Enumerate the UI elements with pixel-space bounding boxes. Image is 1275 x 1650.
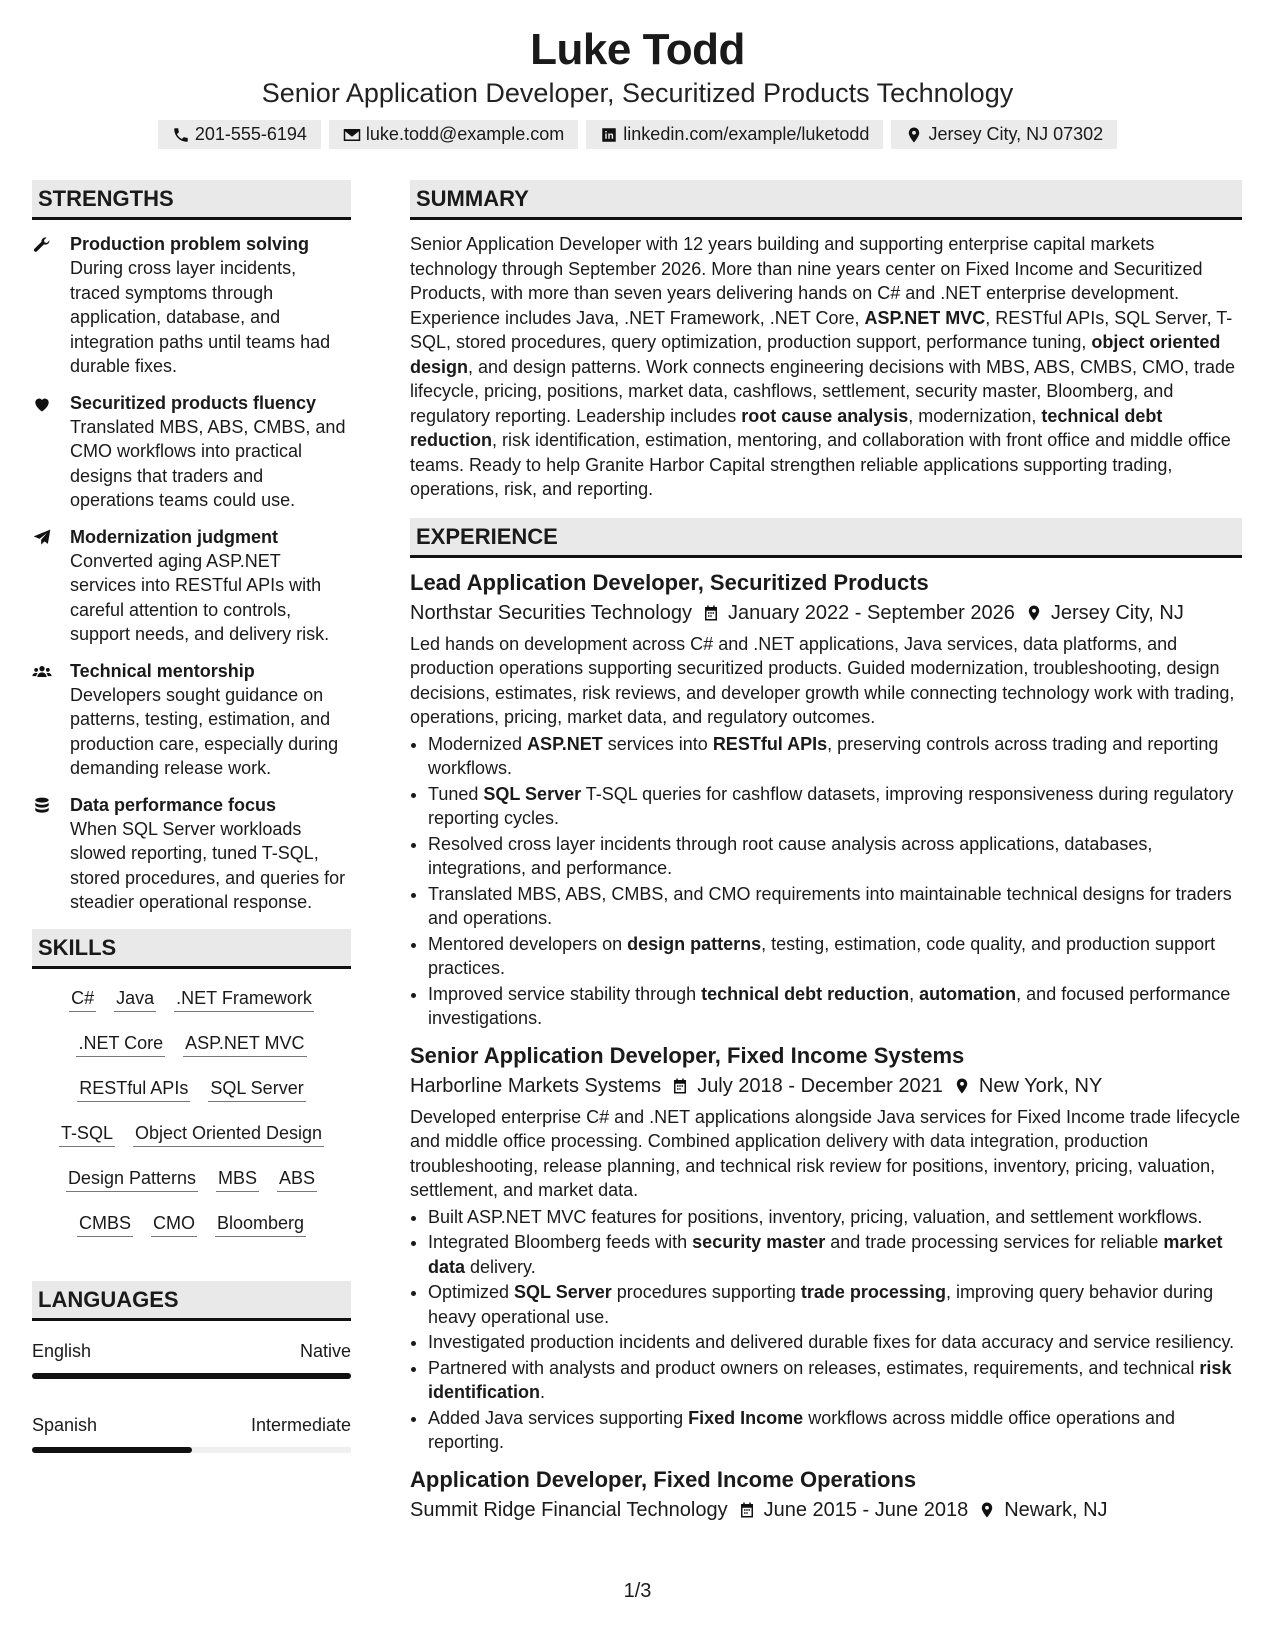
bold-phrase: SQL Server xyxy=(483,783,582,804)
job-meta xyxy=(410,598,1242,628)
right-column xyxy=(410,180,1242,1529)
bold-phrase: technical debt reduction xyxy=(410,405,1163,450)
strength-desc: Translated MBS, ABS, CMBS, and CMO workflows into practical designs that traders and operations teams could use. xyxy=(70,416,346,510)
location-text: Jersey City, NJ 07302 xyxy=(928,124,1104,144)
strength-item xyxy=(32,232,351,379)
calendar-icon xyxy=(702,604,720,622)
strength-desc: During cross layer incidents, traced symptoms through application, database, and integration paths until teams had durable fixes. xyxy=(70,258,331,376)
text-run: , and focused performance investigations. xyxy=(428,983,1231,1028)
bold-phrase: ASP.NET xyxy=(527,733,603,754)
database-icon xyxy=(32,796,52,816)
job-dates xyxy=(702,598,1015,628)
job-bullet xyxy=(428,882,1242,931)
contact-location xyxy=(891,120,1117,149)
phone-text: 201-555-6194 xyxy=(194,124,307,144)
job-location-text: Jersey City, NJ xyxy=(1050,601,1184,624)
skill-tag: MBS xyxy=(216,1167,259,1192)
skill-tag: ASP.NET MVC xyxy=(183,1032,306,1057)
contact-bar xyxy=(0,120,1275,149)
language-proficiency-fill xyxy=(32,1373,351,1379)
text-run: , preserving controls across trading and reporting workflows. xyxy=(428,733,1219,778)
strengths-heading: STRENGTHS xyxy=(32,180,351,220)
job-company: Harborline Markets Systems xyxy=(410,1074,662,1097)
job-location-text: Newark, NJ xyxy=(1004,1498,1108,1521)
job-bullet xyxy=(428,1205,1242,1230)
experience-heading: EXPERIENCE xyxy=(410,518,1242,558)
text-run: Added Java services supporting xyxy=(428,1407,689,1428)
text-run: . xyxy=(540,1382,546,1402)
job-dates-text: June 2015 - June 2018 xyxy=(763,1498,969,1521)
job-meta xyxy=(410,1495,1242,1525)
job-location xyxy=(978,1495,1107,1525)
skill-tag: .NET Core xyxy=(76,1032,165,1057)
language-row xyxy=(32,1339,351,1363)
summary-text xyxy=(410,232,1242,502)
job-bullet xyxy=(428,832,1242,881)
job-title: Application Developer, Fixed Income Operations xyxy=(410,1466,917,1492)
job-dates-text: July 2018 - December 2021 xyxy=(697,1074,943,1097)
job-description: Developed enterprise C# and .NET applications alongside Java services for Fixed Income trade lifecycle and middle office processing. Combined application delivery with data integration, production troubleshooting, release planning, and technical risk review for positions, inventory, pricing, valuation, settlement, and market data. xyxy=(410,1106,1241,1200)
text-run: , improving query behavior during heavy operational use. xyxy=(428,1282,1214,1327)
job-title: Senior Application Developer, Fixed Income Systems xyxy=(410,1042,965,1068)
bold-phrase: RESTful APIs xyxy=(712,733,828,754)
job-bullet xyxy=(428,1406,1242,1455)
job-bullet xyxy=(428,782,1242,831)
languages-list xyxy=(32,1339,351,1453)
job-bullet xyxy=(428,982,1242,1031)
job-bullet xyxy=(428,932,1242,981)
job-bullets xyxy=(410,1205,1242,1455)
bold-phrase: trade processing xyxy=(800,1282,946,1302)
job-description: Led hands on development across C# and .NET applications, Java services, data platforms, and production operations supporting securitized products. Guided modernization, troubleshooting, design decisions, estimates, risk reviews, and developer growth while connecting technology work with trading, operations, pricing, market data, and regulatory outcomes. xyxy=(410,633,1235,727)
text-run: , xyxy=(909,983,920,1004)
contact-phone[interactable] xyxy=(158,120,321,149)
candidate-headline: Senior Application Developer, Securitized Products Technology xyxy=(261,78,1014,108)
strength-item xyxy=(32,793,351,915)
strength-desc: Developers sought guidance on patterns, testing, estimation, and production care, especially during demanding release work. xyxy=(70,684,339,778)
bold-phrase: SQL Server xyxy=(514,1282,612,1302)
skill-tag: Design Patterns xyxy=(66,1167,198,1192)
strength-title: Data performance focus xyxy=(70,794,277,815)
bold-phrase: risk identification xyxy=(428,1357,1232,1402)
text-run: delivery. xyxy=(465,1256,536,1277)
strength-desc: Converted aging ASP.NET services into RESTful APIs with careful attention to controls, support needs, and delivery risk. xyxy=(70,550,330,644)
candidate-name: Luke Todd xyxy=(530,25,745,74)
skill-tag: Java xyxy=(114,987,156,1012)
map-pin-icon xyxy=(905,126,923,144)
skill-tag: T-SQL xyxy=(59,1122,115,1147)
bold-phrase: security master xyxy=(692,1232,826,1252)
text-run: Built ASP.NET MVC features for positions, inventory, pricing, valuation, and settlement workflows. xyxy=(428,1206,1203,1227)
bold-phrase: root cause analysis xyxy=(741,405,909,426)
text-run: Translated MBS, ABS, CMBS, and CMO requirements into maintainable technical designs for traders and operations. xyxy=(428,883,1232,928)
language-proficiency-fill xyxy=(32,1447,192,1453)
language-proficiency-bar xyxy=(32,1373,351,1379)
text-run: , testing, estimation, code quality, and production support practices. xyxy=(428,933,1216,978)
bold-phrase: market data xyxy=(428,1232,1223,1277)
linkedin-text: linkedin.com/example/luketodd xyxy=(623,124,870,144)
wrench-icon xyxy=(32,235,52,255)
bold-phrase: technical debt reduction xyxy=(701,983,910,1004)
bold-phrase: object oriented design xyxy=(410,332,1221,377)
job-company: Summit Ridge Financial Technology xyxy=(410,1498,728,1521)
job-company: Northstar Securities Technology xyxy=(410,601,692,624)
skill-tag: ABS xyxy=(277,1167,317,1192)
language-proficiency-bar xyxy=(32,1447,351,1453)
strength-item xyxy=(32,391,351,513)
languages-heading: LANGUAGES xyxy=(32,1281,351,1321)
skill-tag: CMBS xyxy=(77,1212,133,1237)
text-run: Modernized xyxy=(428,733,528,754)
text-run: Resolved cross layer incidents through root cause analysis across applications, databases, integrations, and performance. xyxy=(428,833,1153,878)
bold-phrase: automation xyxy=(919,983,1017,1004)
text-run: T-SQL queries for cashflow datasets, improving responsiveness during regulatory reporting cycles. xyxy=(428,783,1234,828)
text-run: Integrated Bloomberg feeds with xyxy=(428,1232,693,1252)
bold-phrase: design patterns xyxy=(627,933,762,954)
summary-heading: SUMMARY xyxy=(410,180,1242,220)
job-entry xyxy=(410,1465,1242,1525)
job-entry xyxy=(410,568,1242,1031)
email-text: luke.todd@example.com xyxy=(365,124,565,144)
strength-desc: When SQL Server workloads slowed reporting, tuned T-SQL, stored procedures, and queries for steadier operational response. xyxy=(70,818,346,912)
job-meta xyxy=(410,1071,1242,1101)
language-name: English xyxy=(32,1340,92,1361)
job-bullet xyxy=(428,1230,1242,1279)
text-run: workflows across middle office operations and reporting. xyxy=(428,1407,1176,1452)
language-row xyxy=(32,1413,351,1437)
job-dates xyxy=(671,1071,943,1101)
skill-tag: .NET Framework xyxy=(174,987,314,1012)
contact-linkedin[interactable] xyxy=(586,120,883,149)
text-run: Partnered with analysts and product owners on releases, estimates, requirements, and technical xyxy=(428,1357,1200,1378)
text-run: , and design patterns. Work connects engineering decisions with MBS, ABS, CMBS, CMO, trade lifecycle, pricing, positions, market data, cashflows, settlement, security master, Bloomberg, and regulatory reporting. Leadership includes xyxy=(410,356,1236,426)
strength-title: Securitized products fluency xyxy=(70,392,317,413)
text-run: , risk identification, estimation, mentoring, and collaboration with front office and middle office teams. Ready to help Granite Harbor Capital strengthen reliable applications supporting trading, operations, risk, and reporting. xyxy=(410,430,1231,499)
strength-title: Modernization judgment xyxy=(70,526,278,547)
phone-icon xyxy=(172,126,190,144)
strength-title: Production problem solving xyxy=(70,234,310,254)
skills-list xyxy=(32,969,351,1255)
text-run: , modernization, xyxy=(908,405,1042,426)
job-bullet xyxy=(428,732,1242,781)
job-location xyxy=(953,1071,1102,1101)
text-run: services into xyxy=(602,733,713,754)
text-run: Senior Application Developer with 12 years building and supporting enterprise capital markets technology through September 2026. More than nine years center on Fixed Income and Securitized Products, with more than seven years delivering hands on C# and .NET enterprise development. Experience includes Java, .NET Framework, .NET Core, xyxy=(410,234,1203,328)
skill-tag: CMO xyxy=(151,1212,197,1237)
text-run: Investigated production incidents and delivered durable fixes for data accuracy and service resiliency. xyxy=(428,1332,1235,1352)
text-run: Mentored developers on xyxy=(428,933,628,954)
skill-tag: Object Oriented Design xyxy=(133,1122,324,1147)
strength-item xyxy=(32,659,351,781)
strength-item xyxy=(32,525,351,647)
envelope-icon xyxy=(343,126,361,144)
job-entry xyxy=(410,1041,1242,1455)
left-column xyxy=(32,180,351,1487)
job-location-text: New York, NY xyxy=(978,1074,1103,1097)
heart-icon xyxy=(32,394,52,414)
job-bullet xyxy=(428,1356,1242,1405)
job-bullet xyxy=(428,1330,1242,1355)
linkedin-icon xyxy=(600,126,618,144)
map-pin-icon xyxy=(953,1077,971,1095)
job-title: Lead Application Developer, Securitized Products xyxy=(410,569,929,595)
text-run: Optimized xyxy=(428,1282,515,1302)
text-run: Improved service stability through xyxy=(428,983,702,1004)
skill-tag: RESTful APIs xyxy=(77,1077,190,1102)
map-pin-icon xyxy=(1025,604,1043,622)
job-bullets xyxy=(410,732,1242,1031)
skill-tag: SQL Server xyxy=(208,1077,305,1102)
language-name: Spanish xyxy=(32,1414,98,1435)
text-run: , RESTful APIs, SQL Server, T-SQL, stored procedures, query optimization, production support, performance tuning, xyxy=(410,307,1233,352)
text-run: procedures supporting xyxy=(611,1282,801,1302)
strengths-list xyxy=(32,232,351,915)
users-icon xyxy=(32,662,52,682)
job-location xyxy=(1025,598,1184,628)
skill-tag: C# xyxy=(69,987,96,1012)
contact-email[interactable] xyxy=(329,120,578,149)
bold-phrase: ASP.NET MVC xyxy=(864,307,986,328)
page-number: 1/3 xyxy=(623,1580,652,1602)
skill-tag: Bloomberg xyxy=(215,1212,306,1237)
calendar-icon xyxy=(671,1077,689,1095)
strength-title: Technical mentorship xyxy=(70,660,255,681)
language-level: Native xyxy=(299,1340,351,1361)
text-run: Tuned xyxy=(428,783,484,804)
resume-header xyxy=(0,0,1275,149)
calendar-icon xyxy=(738,1501,756,1519)
map-pin-icon xyxy=(978,1501,996,1519)
language-level: Intermediate xyxy=(250,1414,351,1435)
paper-plane-icon xyxy=(32,528,52,548)
job-bullet xyxy=(428,1280,1242,1329)
skills-heading: SKILLS xyxy=(32,929,351,969)
job-dates xyxy=(738,1495,969,1525)
experience-list xyxy=(410,568,1242,1525)
text-run: and trade processing services for reliable xyxy=(825,1232,1164,1252)
bold-phrase: Fixed Income xyxy=(688,1407,804,1428)
job-dates-text: January 2022 - September 2026 xyxy=(728,601,1015,624)
